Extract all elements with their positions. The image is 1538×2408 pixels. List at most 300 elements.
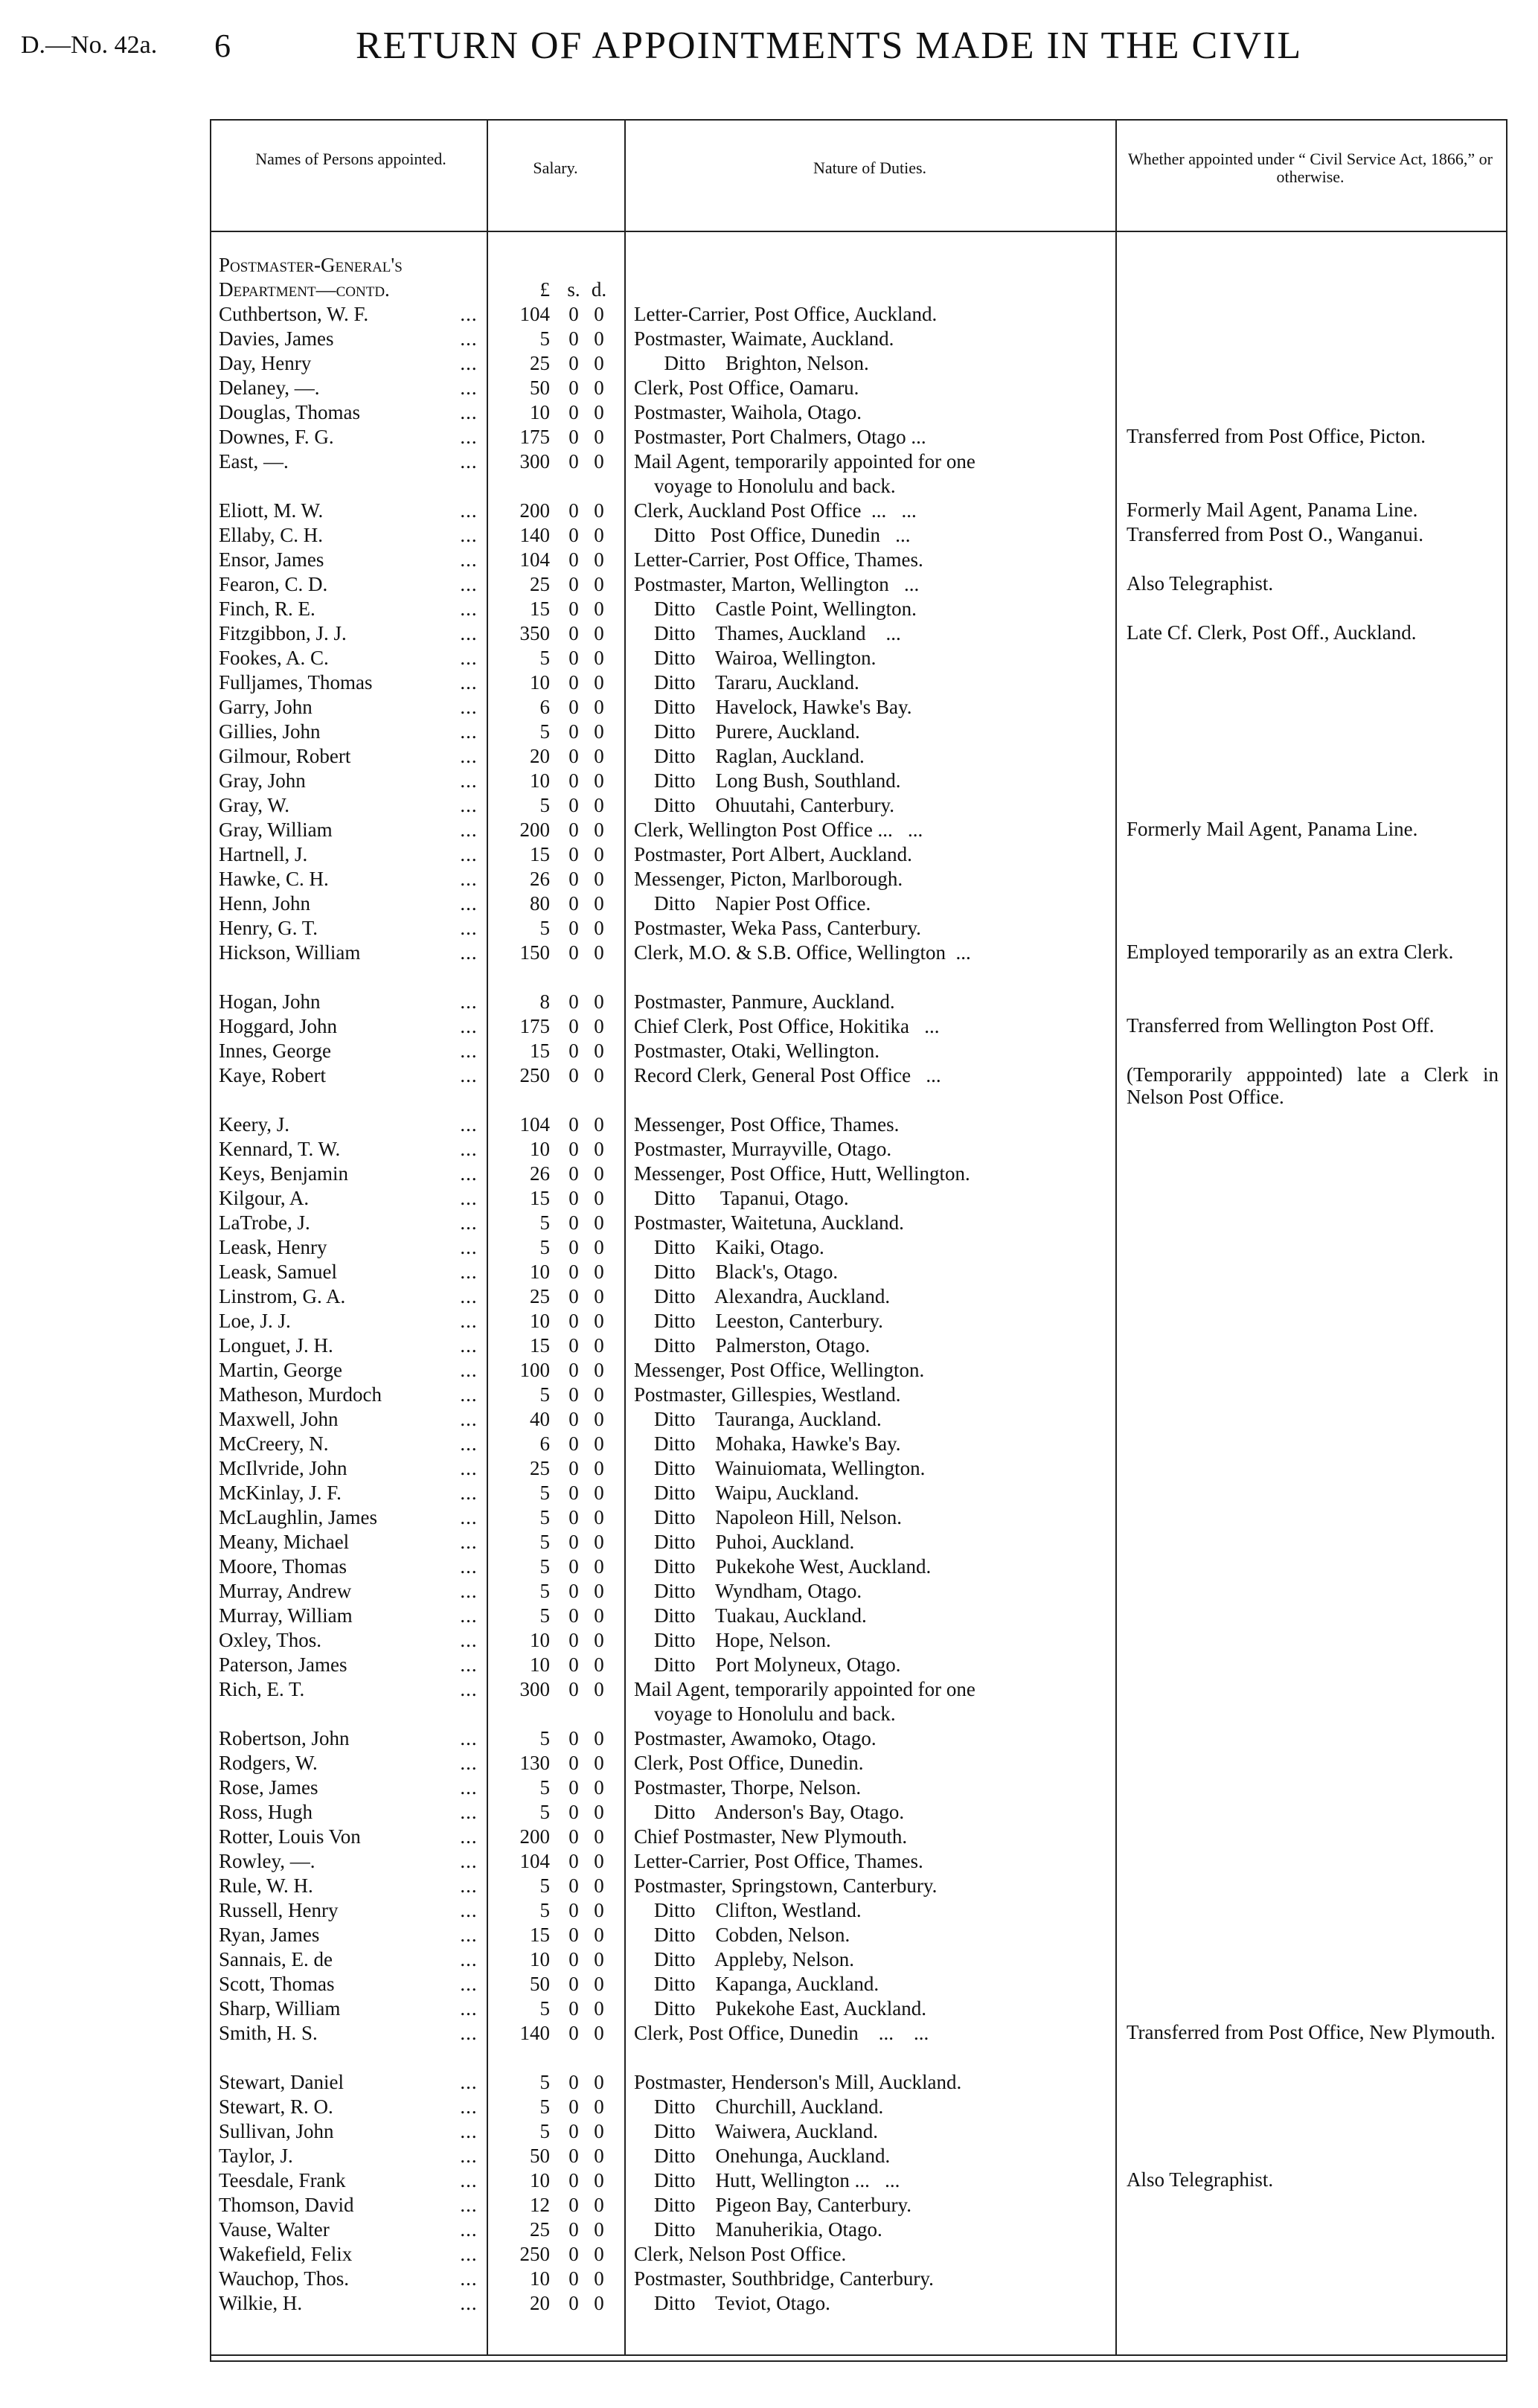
person-name: Wilkie, H.: [219, 2292, 303, 2314]
nature-of-duties: Messenger, Post Office, Wellington.: [634, 1359, 925, 1381]
leader-dots: ...: [460, 843, 478, 865]
salary-shillings: 0: [568, 745, 579, 767]
person-name: Gilmour, Robert: [219, 745, 351, 767]
nature-of-duties: Chief Clerk, Post Office, Hokitika ...: [634, 1015, 940, 1037]
salary-shillings: 0: [568, 2145, 579, 2167]
salary-pence: 0: [594, 1040, 604, 1062]
salary-shillings: 0: [568, 1482, 579, 1504]
salary-pounds: 8: [539, 990, 550, 1013]
table-row: [211, 2095, 1506, 2119]
nature-of-duties: Ditto Castle Point, Wellington.: [634, 598, 917, 620]
nature-of-duties: Ditto Teviot, Otago.: [634, 2292, 830, 2314]
salary-pounds: 5: [539, 1727, 550, 1749]
salary-shillings: 0: [568, 450, 579, 473]
nature-of-duties: Record Clerk, General Post Office ...: [634, 1064, 941, 1086]
salary-pounds: 150: [519, 941, 550, 964]
person-name: Keery, J.: [219, 1113, 289, 1136]
leader-dots: ...: [460, 327, 478, 350]
person-name: Sharp, William: [219, 1997, 341, 2020]
person-name: Paterson, James: [219, 1653, 347, 1676]
table-row: [211, 1923, 1506, 1947]
salary-pounds: 26: [530, 868, 550, 890]
page-number: 6: [214, 28, 231, 64]
table-row: [211, 1775, 1506, 1800]
salary-pounds: 140: [519, 2022, 550, 2044]
salary-pence: 0: [594, 1973, 604, 1995]
salary-pence: 0: [594, 1997, 604, 2020]
salary-shillings: 0: [568, 1678, 579, 1700]
table-row: [211, 1972, 1506, 1996]
salary-pounds: 5: [539, 720, 550, 743]
nature-of-duties: Ditto Post Office, Dunedin ...: [634, 524, 911, 546]
nature-of-duties: Postmaster, Otaki, Wellington.: [634, 1040, 879, 1062]
table-row: [211, 523, 1506, 548]
table-row: [211, 744, 1506, 769]
nature-of-duties: Ditto Pukekohe East, Auckland.: [634, 1997, 926, 2020]
person-name: Davies, James: [219, 327, 334, 350]
salary-shillings: 0: [568, 990, 579, 1013]
table-row: [211, 695, 1506, 720]
salary-pence: 0: [594, 2022, 604, 2044]
salary-shillings: 0: [568, 647, 579, 669]
person-name: Fookes, A. C.: [219, 647, 329, 669]
salary-shillings: 0: [568, 2194, 579, 2216]
salary-shillings: 0: [568, 352, 579, 374]
salary-pounds: 80: [530, 892, 550, 915]
person-name: Fitzgibbon, J. J.: [219, 622, 347, 644]
salary-pence: 0: [594, 1629, 604, 1651]
person-name: Meany, Michael: [219, 1531, 350, 1553]
salary-pence: 0: [594, 1408, 604, 1430]
salary-shillings: 0: [568, 524, 579, 546]
nature-of-duties: Ditto Tararu, Auckland.: [634, 671, 859, 694]
table-row: [211, 376, 1506, 400]
nature-of-duties: Ditto Wyndham, Otago.: [634, 1580, 862, 1602]
leader-dots: ...: [460, 1825, 478, 1848]
salary-shillings: 0: [568, 1334, 579, 1357]
person-name: Douglas, Thomas: [219, 401, 360, 423]
person-name: Ellaby, C. H.: [219, 524, 323, 546]
nature-of-duties: Ditto Palmerston, Otago.: [634, 1334, 871, 1357]
nature-of-duties: Ditto Alexandra, Auckland.: [634, 1285, 891, 1307]
table-inner: [211, 121, 1506, 2356]
leader-dots: ...: [460, 1064, 478, 1086]
salary-shillings: 0: [568, 1162, 579, 1185]
person-name: Thomson, David: [219, 2194, 354, 2216]
leader-dots: ...: [460, 1457, 478, 1479]
person-name: Downes, F. G.: [219, 426, 334, 448]
person-name: Rowley, —.: [219, 1850, 315, 1872]
salary-pence: 0: [594, 1285, 604, 1307]
leader-dots: ...: [460, 1555, 478, 1578]
leader-dots: ...: [460, 1973, 478, 1995]
salary-shillings: 0: [568, 1113, 579, 1136]
leader-dots: ...: [460, 1138, 478, 1160]
salary-pence: 0: [594, 548, 604, 571]
nature-of-duties: Clerk, Auckland Post Office ... ...: [634, 499, 917, 522]
person-name: Linstrom, G. A.: [219, 1285, 346, 1307]
salary-pounds: 250: [519, 1064, 550, 1086]
salary-pounds: 25: [530, 573, 550, 595]
table-row: [211, 2144, 1506, 2168]
salary-shillings: 0: [568, 1776, 579, 1799]
person-name: Gray, John: [219, 769, 306, 792]
leader-dots: ...: [460, 1040, 478, 1062]
nature-of-duties: Letter-Carrier, Post Office, Thames.: [634, 548, 923, 571]
salary-pounds: 5: [539, 1776, 550, 1799]
table-row: [211, 1456, 1506, 1481]
section-heading-cont: [211, 278, 1506, 302]
salary-pence: 0: [594, 1113, 604, 1136]
salary-pence: 0: [594, 1727, 604, 1749]
salary-pounds: 50: [530, 1973, 550, 1995]
nature-of-duties: Postmaster, Waihola, Otago.: [634, 401, 862, 423]
salary-pence: 0: [594, 1874, 604, 1897]
nature-of-duties: Ditto Waipu, Auckland.: [634, 1482, 859, 1504]
salary-shillings: 0: [568, 1040, 579, 1062]
nature-of-duties: Postmaster, Awamoko, Otago.: [634, 1727, 877, 1749]
nature-of-duties: Postmaster, Panmure, Auckland.: [634, 990, 895, 1013]
person-name: Gray, W.: [219, 794, 289, 816]
nature-of-duties: Mail Agent, temporarily appointed for one: [634, 450, 975, 473]
salary-pence: 0: [594, 1064, 604, 1086]
salary-pence: 0: [594, 1482, 604, 1504]
table-row: [211, 1898, 1506, 1923]
leader-dots: ...: [460, 1334, 478, 1357]
table-row: [211, 1751, 1506, 1775]
salary-shillings: 0: [568, 1408, 579, 1430]
nature-of-duties: Ditto Kapanga, Auckland.: [634, 1973, 879, 1995]
leader-dots: ...: [460, 1162, 478, 1185]
salary-pence: 0: [594, 352, 604, 374]
salary-shillings: 0: [568, 1457, 579, 1479]
person-name: Wauchop, Thos.: [219, 2267, 350, 2290]
table-row: [211, 1849, 1506, 1874]
salary-shillings: 0: [568, 917, 579, 939]
salary-pounds: 5: [539, 1555, 550, 1578]
column-header-names: Names of Persons appointed.: [255, 150, 446, 168]
person-name: Teesdale, Frank: [219, 2169, 346, 2191]
salary-shillings: 0: [568, 1874, 579, 1897]
person-name: Keys, Benjamin: [219, 1162, 348, 1185]
appointment-remark: Also Telegraphist.: [1127, 2168, 1274, 2191]
table-row: [211, 400, 1506, 425]
leader-dots: ...: [460, 1261, 478, 1283]
person-name: Scott, Thomas: [219, 1973, 335, 1995]
table-row: [211, 769, 1506, 793]
person-name: Matheson, Murdoch: [219, 1383, 382, 1406]
leader-dots: ...: [460, 377, 478, 399]
salary-shillings: 0: [568, 1604, 579, 1627]
salary-pence: 0: [594, 1432, 604, 1455]
salary-pounds: 20: [530, 745, 550, 767]
nature-of-duties: Clerk, Wellington Post Office ... ...: [634, 819, 923, 841]
salary-pounds: 5: [539, 1383, 550, 1406]
salary-pence: 0: [594, 1334, 604, 1357]
table-row: [211, 1162, 1506, 1186]
salary-pence: 0: [594, 696, 604, 718]
table-row: [211, 842, 1506, 867]
salary-pounds: 10: [530, 401, 550, 423]
table-row: [211, 1186, 1506, 1211]
salary-shillings: 0: [568, 2218, 579, 2241]
leader-dots: ...: [460, 917, 478, 939]
salary-pence: 0: [594, 2292, 604, 2314]
salary-pounds: 5: [539, 2071, 550, 2093]
salary-pounds: 10: [530, 2267, 550, 2290]
salary-pounds: 200: [519, 499, 550, 522]
person-name: Hickson, William: [219, 941, 361, 964]
salary-pence: 0: [594, 1825, 604, 1848]
salary-pence: 0: [594, 1678, 604, 1700]
salary-pence: 0: [594, 303, 604, 325]
leader-dots: ...: [460, 1899, 478, 1921]
salary-pence: 0: [594, 1506, 604, 1528]
person-name: Sullivan, John: [219, 2120, 334, 2142]
nature-of-duties: Ditto Leeston, Canterbury.: [634, 1310, 883, 1332]
salary-pence: 0: [594, 990, 604, 1013]
salary-shillings: 0: [568, 1211, 579, 1234]
salary-pounds: 5: [539, 2120, 550, 2142]
salary-pounds: 25: [530, 2218, 550, 2241]
leader-dots: ...: [460, 1432, 478, 1455]
table-row: [211, 499, 1506, 523]
table-row: [211, 1137, 1506, 1162]
nature-of-duties: Postmaster, Springstown, Canterbury.: [634, 1874, 938, 1897]
person-name: McLaughlin, James: [219, 1506, 377, 1528]
salary-shillings: 0: [568, 1580, 579, 1602]
person-name: Murray, William: [219, 1604, 353, 1627]
salary-pounds: 5: [539, 1211, 550, 1234]
salary-pounds: 40: [530, 1408, 550, 1430]
nature-of-duties: Postmaster, Port Albert, Auckland.: [634, 843, 912, 865]
leader-dots: ...: [460, 1776, 478, 1799]
salary-shillings: 0: [568, 696, 579, 718]
leader-dots: ...: [460, 1187, 478, 1209]
salary-pence: 0: [594, 2095, 604, 2118]
salary-pounds: 104: [519, 303, 550, 325]
table-row: [211, 1309, 1506, 1333]
leader-dots: ...: [460, 1285, 478, 1307]
leader-dots: ...: [460, 1653, 478, 1676]
salary-shillings: 0: [568, 1555, 579, 1578]
nature-of-duties: Ditto Kaiki, Otago.: [634, 1236, 824, 1258]
salary-pence: 0: [594, 2218, 604, 2241]
table-row: [211, 1947, 1506, 1972]
salary-pounds: 5: [539, 1874, 550, 1897]
salary-shillings: 0: [568, 720, 579, 743]
leader-dots: ...: [460, 2218, 478, 2241]
person-name: Hawke, C. H.: [219, 868, 329, 890]
nature-of-duties: Postmaster, Thorpe, Nelson.: [634, 1776, 862, 1799]
salary-shillings: 0: [568, 548, 579, 571]
nature-of-duties: Clerk, Nelson Post Office.: [634, 2243, 847, 2265]
table-row: [211, 1063, 1506, 1112]
table-row: [211, 1333, 1506, 1358]
salary-shillings: 0: [568, 622, 579, 644]
salary-pence: 0: [594, 598, 604, 620]
leader-dots: ...: [460, 2145, 478, 2167]
table-body: [211, 253, 1506, 2316]
table-row: [211, 302, 1506, 327]
salary-pounds: 5: [539, 1236, 550, 1258]
nature-of-duties: Ditto Napoleon Hill, Nelson.: [634, 1506, 902, 1528]
leader-dots: ...: [460, 990, 478, 1013]
salary-shillings: 0: [568, 843, 579, 865]
salary-shillings: 0: [568, 1506, 579, 1528]
salary-pence: 0: [594, 1162, 604, 1185]
salary-shillings: 0: [568, 819, 579, 841]
pence-unit: d.: [591, 278, 607, 301]
nature-of-duties: Ditto Napier Post Office.: [634, 892, 871, 915]
salary-pounds: 50: [530, 377, 550, 399]
table-row: [211, 1604, 1506, 1628]
table-row: [211, 1825, 1506, 1849]
salary-pence: 0: [594, 426, 604, 448]
salary-pounds: 5: [539, 1580, 550, 1602]
person-name: Kennard, T. W.: [219, 1138, 341, 1160]
leader-dots: ...: [460, 2169, 478, 2191]
salary-shillings: 0: [568, 401, 579, 423]
person-name: Ensor, James: [219, 548, 324, 571]
leader-dots: ...: [460, 2071, 478, 2093]
table-row: [211, 2242, 1506, 2267]
page-title: RETURN OF APPOINTMENTS MADE IN THE CIVIL: [356, 25, 1303, 67]
salary-pounds: 10: [530, 1653, 550, 1676]
table-row: [211, 548, 1506, 572]
person-name: McIlvride, John: [219, 1457, 347, 1479]
person-name: Fearon, C. D.: [219, 573, 328, 595]
nature-of-duties: Postmaster, Henderson's Mill, Auckland.: [634, 2071, 962, 2093]
leader-dots: ...: [460, 303, 478, 325]
salary-pence: 0: [594, 327, 604, 350]
leader-dots: ...: [460, 1604, 478, 1627]
salary-pence: 0: [594, 1236, 604, 1258]
table-row: [211, 1579, 1506, 1604]
person-name: Eliott, M. W.: [219, 499, 324, 522]
person-name: Kilgour, A.: [219, 1187, 310, 1209]
table-row: [211, 1505, 1506, 1530]
salary-shillings: 0: [568, 1138, 579, 1160]
nature-of-duties-cont: voyage to Honolulu and back.: [634, 1703, 896, 1725]
leader-dots: ...: [460, 2267, 478, 2290]
person-name: Loe, J. J.: [219, 1310, 291, 1332]
person-name: Robertson, John: [219, 1727, 350, 1749]
nature-of-duties: Postmaster, Waitetuna, Auckland.: [634, 1211, 904, 1234]
salary-pence: 0: [594, 499, 604, 522]
leader-dots: ...: [460, 2120, 478, 2142]
salary-pence: 0: [594, 573, 604, 595]
table-row: [211, 1530, 1506, 1554]
leader-dots: ...: [460, 1997, 478, 2020]
salary-pounds: 25: [530, 1457, 550, 1479]
table-row: [211, 1874, 1506, 1898]
pound-unit: £: [539, 278, 550, 301]
salary-pounds: 50: [530, 2145, 550, 2167]
person-name: Hartnell, J.: [219, 843, 308, 865]
appointment-remark: Transferred from Wellington Post Off.: [1127, 1014, 1435, 1037]
nature-of-duties: Ditto Raglan, Auckland.: [634, 745, 865, 767]
salary-pounds: 5: [539, 647, 550, 669]
person-name: Ross, Hugh: [219, 1801, 313, 1823]
salary-pence: 0: [594, 1653, 604, 1676]
nature-of-duties: Postmaster, Southbridge, Canterbury.: [634, 2267, 934, 2290]
salary-shillings: 0: [568, 1261, 579, 1283]
section-title-cont: [219, 278, 427, 302]
salary-pounds: 15: [530, 1334, 550, 1357]
leader-dots: ...: [460, 1383, 478, 1406]
salary-shillings: 0: [568, 2169, 579, 2191]
table-row: [211, 646, 1506, 670]
leader-dots: ...: [460, 2292, 478, 2314]
salary-pence: 0: [594, 647, 604, 669]
salary-pence: 0: [594, 1310, 604, 1332]
table-row: [211, 867, 1506, 891]
nature-of-duties: Ditto Ohuutahi, Canterbury.: [634, 794, 894, 816]
column-header-salary: Salary.: [533, 158, 578, 177]
salary-pounds: 300: [519, 450, 550, 473]
salary-pence: 0: [594, 671, 604, 694]
appointment-remark: Late Cf. Clerk, Post Off., Auckland.: [1127, 621, 1417, 644]
person-name: Ryan, James: [219, 1924, 320, 1946]
table-row: [211, 1407, 1506, 1432]
person-name: Smith, H. S.: [219, 2022, 318, 2044]
nature-of-duties: Ditto Thames, Auckland ...: [634, 622, 901, 644]
table-row: [211, 449, 1506, 499]
salary-shillings: 0: [568, 1850, 579, 1872]
person-name: Murray, Andrew: [219, 1580, 352, 1602]
appointments-table: [210, 119, 1507, 2362]
salary-pence: 0: [594, 720, 604, 743]
leader-dots: ...: [460, 450, 478, 473]
leader-dots: ...: [460, 622, 478, 644]
leader-dots: ...: [460, 671, 478, 694]
person-name: Vause, Walter: [219, 2218, 330, 2241]
leader-dots: ...: [460, 769, 478, 792]
leader-dots: ...: [460, 598, 478, 620]
salary-pounds: 10: [530, 1629, 550, 1651]
nature-of-duties: Clerk, M.O. & S.B. Office, Wellington ...: [634, 941, 971, 964]
salary-pounds: 5: [539, 1997, 550, 2020]
person-name: Stewart, R. O.: [219, 2095, 333, 2118]
leader-dots: ...: [460, 941, 478, 964]
leader-dots: ...: [460, 1727, 478, 1749]
salary-pence: 0: [594, 1752, 604, 1774]
person-name: Delaney, —.: [219, 377, 320, 399]
appointment-remark: Employed temporarily as an extra Clerk.: [1127, 941, 1454, 963]
table-row: [211, 2070, 1506, 2095]
salary-pence: 0: [594, 868, 604, 890]
salary-pence: 0: [594, 1924, 604, 1946]
person-name: Cuthbertson, W. F.: [219, 303, 369, 325]
nature-of-duties: Ditto Tuakau, Auckland.: [634, 1604, 867, 1627]
table-row: [211, 1554, 1506, 1579]
salary-pence: 0: [594, 1801, 604, 1823]
person-name: East, —.: [219, 450, 289, 473]
salary-pence: 0: [594, 1555, 604, 1578]
leader-dots: ...: [460, 1629, 478, 1651]
leader-dots: ...: [460, 892, 478, 915]
appointment-remark: Formerly Mail Agent, Panama Line.: [1127, 499, 1418, 521]
nature-of-duties: Ditto Wainuiomata, Wellington.: [634, 1457, 926, 1479]
salary-pounds: 5: [539, 1604, 550, 1627]
nature-of-duties: Mail Agent, temporarily appointed for one: [634, 1678, 975, 1700]
leader-dots: ...: [460, 647, 478, 669]
salary-shillings: 0: [568, 303, 579, 325]
salary-pence: 0: [594, 2145, 604, 2167]
table-row: [211, 2218, 1506, 2242]
salary-pounds: 200: [519, 1825, 550, 1848]
